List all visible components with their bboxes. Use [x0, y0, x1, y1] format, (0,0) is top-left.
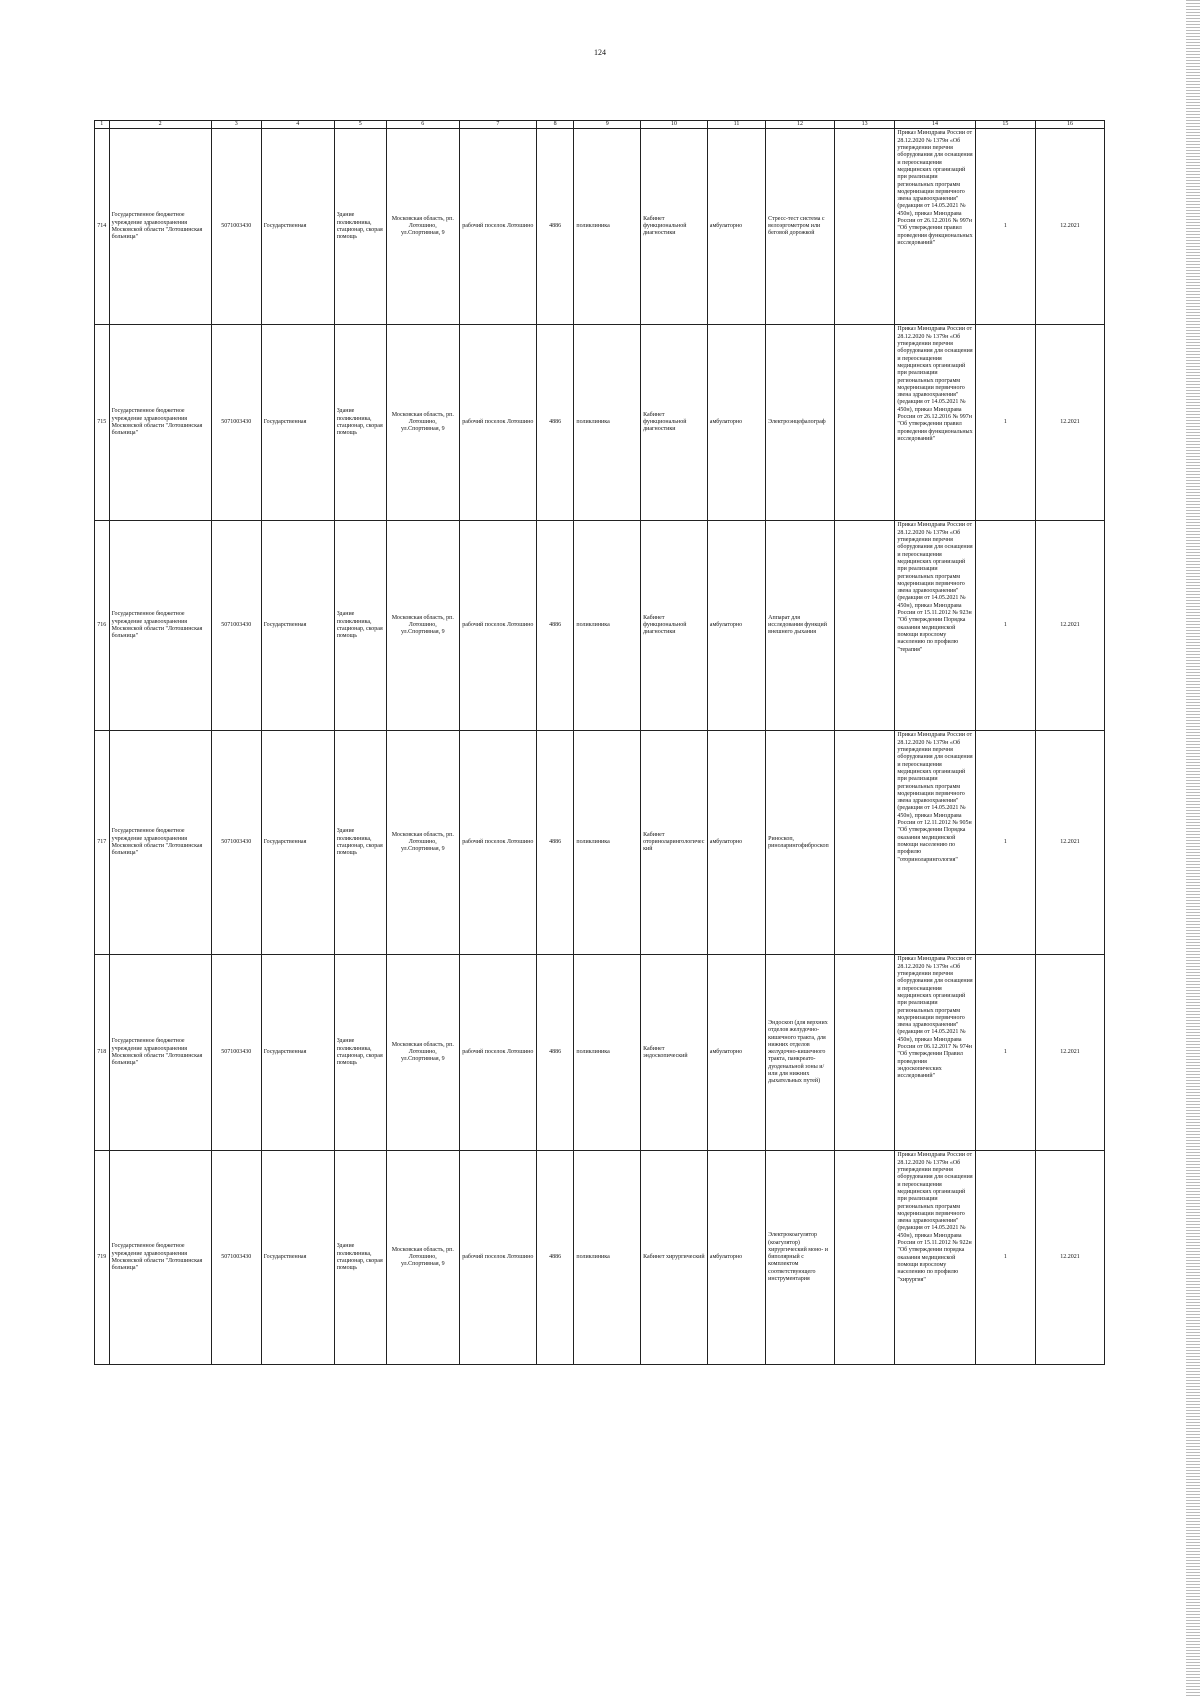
column-13-cell: [834, 955, 894, 1151]
room-cell: Кабинет функциональной диагностики: [641, 521, 708, 731]
room-cell: Кабинет оториноларингологический: [641, 731, 708, 955]
row-number-cell: 717: [95, 731, 110, 955]
organization-name-cell: Государственное бюджетное учреждение здравоохранения Московской области "Лотошинская больница": [109, 1151, 211, 1365]
ownership-form-cell: Государственная: [261, 1151, 334, 1365]
ownership-form-cell: Государственная: [261, 955, 334, 1151]
address-cell: Московская область, рп. Лотошино, ул.Спортивная, 9: [386, 129, 459, 325]
locality-cell: рабочий поселок Лотошино: [459, 1151, 536, 1365]
column-number-4: 4: [261, 121, 334, 129]
delivery-date-cell: 12.2021: [1036, 521, 1105, 731]
address-cell: Московская область, рп. Лотошино, ул.Спортивная, 9: [386, 731, 459, 955]
column-number-1: 1: [95, 121, 110, 129]
care-form-cell: амбулаторно: [707, 129, 765, 325]
table-row: [95, 521, 1105, 731]
organization-name-cell: Государственное бюджетное учреждение здравоохранения Московской области "Лотошинская больница": [109, 325, 211, 521]
table-row: [95, 1151, 1105, 1365]
legal-basis-cell: Приказ Минздрава России от 28.12.2020 № 1379н «Об утверждении перечня оборудования для оснащения и переоснащения медицинских организаций при реализации региональных программ модернизации первичного звена здравоохранения"(редакция от 14.05.2021 № 450н), приказ Минздрава России от 26.12.2016 № 997н "Об утверждении правил проведения функциональных исследований": [895, 325, 975, 521]
column-number-7: 7: [459, 121, 536, 129]
quantity-cell: 1: [975, 129, 1035, 325]
unit-cell: поликлиника: [574, 955, 641, 1151]
room-cell: Кабинет функциональной диагностики: [641, 129, 708, 325]
table-body: [95, 129, 1105, 1365]
organization-name-cell: Государственное бюджетное учреждение здравоохранения Московской области "Лотошинская больница": [109, 521, 211, 731]
equipment-name-cell: Стресс-тест система с велоэргометром или беговой дорожкой: [766, 129, 835, 325]
unit-cell: поликлиника: [574, 1151, 641, 1365]
column-number-11: 11: [707, 121, 765, 129]
quantity-cell: 1: [975, 521, 1035, 731]
column-13-cell: [834, 1151, 894, 1365]
care-form-cell: амбулаторно: [707, 521, 765, 731]
oktmo-code-cell: 4886: [536, 731, 574, 955]
equipment-register-table: [94, 120, 1105, 1365]
ownership-form-cell: Государственная: [261, 129, 334, 325]
room-cell: Кабинет хирургический: [641, 1151, 708, 1365]
building-type-cell: Здание поликлиника, стационар, скорая помощь: [334, 325, 386, 521]
equipment-name-cell: Аппарат для исследования функций внешнего дыхания: [766, 521, 835, 731]
unit-cell: поликлиника: [574, 129, 641, 325]
legal-basis-cell: Приказ Минздрава России от 28.12.2020 № 1379н «Об утверждении перечня оборудования для оснащения и переоснащения медицинских организаций при реализации региональных программ модернизации первичного звена здравоохранения"(редакция от 14.05.2021 № 450н), приказ Минздрава России от 26.12.2016 № 997н "Об утверждении правил проведения функциональных исследований": [895, 129, 975, 325]
column-number-9: 9: [574, 121, 641, 129]
care-form-cell: амбулаторно: [707, 325, 765, 521]
column-13-cell: [834, 325, 894, 521]
address-cell: Московская область, рп. Лотошино, ул.Спортивная, 9: [386, 521, 459, 731]
inn-cell: 5071003430: [211, 955, 261, 1151]
row-number-cell: 716: [95, 521, 110, 731]
column-number-16: 16: [1036, 121, 1105, 129]
row-number-cell: 718: [95, 955, 110, 1151]
row-number-cell: 719: [95, 1151, 110, 1365]
organization-name-cell: Государственное бюджетное учреждение здравоохранения Московской области "Лотошинская больница": [109, 955, 211, 1151]
locality-cell: рабочий поселок Лотошино: [459, 521, 536, 731]
column-number-14: 14: [895, 121, 975, 129]
room-cell: Кабинет функциональной диагностики: [641, 325, 708, 521]
locality-cell: рабочий поселок Лотошино: [459, 955, 536, 1151]
quantity-cell: 1: [975, 731, 1035, 955]
unit-cell: поликлиника: [574, 325, 641, 521]
column-13-cell: [834, 521, 894, 731]
equipment-name-cell: Риноскоп, риноларингофиброскоп: [766, 731, 835, 955]
column-number-8: 8: [536, 121, 574, 129]
building-type-cell: Здание поликлиника, стационар, скорая помощь: [334, 129, 386, 325]
locality-cell: рабочий поселок Лотошино: [459, 325, 536, 521]
unit-cell: поликлиника: [574, 731, 641, 955]
legal-basis-cell: Приказ Минздрава России от 28.12.2020 № 1379н «Об утверждении перечня оборудования для оснащения и переоснащения медицинских организаций при реализации региональных программ модернизации первичного звена здравоохранения"(редакция от 14.05.2021 № 450н), приказ Минздрава России от 15.11.2012 № 922н "Об утверждении порядка оказания медицинской помощи взрослому населению по профилю "хирургия": [895, 1151, 975, 1365]
column-number-15: 15: [975, 121, 1035, 129]
table-row: [95, 955, 1105, 1151]
oktmo-code-cell: 4886: [536, 521, 574, 731]
page-number: 124: [594, 48, 606, 57]
care-form-cell: амбулаторно: [707, 1151, 765, 1365]
delivery-date-cell: 12.2021: [1036, 129, 1105, 325]
delivery-date-cell: 12.2021: [1036, 955, 1105, 1151]
inn-cell: 5071003430: [211, 129, 261, 325]
building-type-cell: Здание поликлиника, стационар, скорая помощь: [334, 521, 386, 731]
locality-cell: рабочий поселок Лотошино: [459, 731, 536, 955]
care-form-cell: амбулаторно: [707, 955, 765, 1151]
column-number-header: [95, 121, 1105, 129]
row-number-cell: 714: [95, 129, 110, 325]
locality-cell: рабочий поселок Лотошино: [459, 129, 536, 325]
oktmo-code-cell: 4886: [536, 325, 574, 521]
delivery-date-cell: 12.2021: [1036, 731, 1105, 955]
equipment-name-cell: Электроэнцефалограф: [766, 325, 835, 521]
inn-cell: 5071003430: [211, 731, 261, 955]
delivery-date-cell: 12.2021: [1036, 325, 1105, 521]
address-cell: Московская область, рп. Лотошино, ул.Спортивная, 9: [386, 955, 459, 1151]
building-type-cell: Здание поликлиника, стационар, скорая помощь: [334, 731, 386, 955]
legal-basis-cell: Приказ Минздрава России от 28.12.2020 № 1379н «Об утверждении перечня оборудования для оснащения и переоснащения медицинских организаций при реализации региональных программ модернизации первичного звена здравоохранения"(редакция от 14.05.2021 № 450н), приказ Минздрава России от 15.11.2012 № 923н "Об утверждении Порядка оказания медицинской помощи взрослому населению по профилю "терапия": [895, 521, 975, 731]
ownership-form-cell: Государственная: [261, 521, 334, 731]
inn-cell: 5071003430: [211, 1151, 261, 1365]
building-type-cell: Здание поликлиника, стационар, скорая помощь: [334, 955, 386, 1151]
oktmo-code-cell: 4886: [536, 955, 574, 1151]
scan-edge-artifact: [1186, 0, 1200, 1697]
quantity-cell: 1: [975, 325, 1035, 521]
quantity-cell: 1: [975, 955, 1035, 1151]
table-row: [95, 129, 1105, 325]
column-number-10: 10: [641, 121, 708, 129]
equipment-name-cell: Эндоскоп (для верхних отделов желудочно-кишечного тракта, для нижних отделов желудочно-кишечного тракта, панкреато-дуоденальной зоны и/или для нижних дыхательных путей): [766, 955, 835, 1151]
equipment-name-cell: Электрокоагулятор (коагулятор) хирургический моно- и биполярный с комплектом соответствующего инструментария: [766, 1151, 835, 1365]
ownership-form-cell: Государственная: [261, 731, 334, 955]
organization-name-cell: Государственное бюджетное учреждение здравоохранения Московской области "Лотошинская больница": [109, 731, 211, 955]
inn-cell: 5071003430: [211, 325, 261, 521]
row-number-cell: 715: [95, 325, 110, 521]
oktmo-code-cell: 4886: [536, 1151, 574, 1365]
delivery-date-cell: 12.2021: [1036, 1151, 1105, 1365]
table-row: [95, 325, 1105, 521]
table-row: [95, 731, 1105, 955]
address-cell: Московская область, рп. Лотошино, ул.Спортивная, 9: [386, 325, 459, 521]
care-form-cell: амбулаторно: [707, 731, 765, 955]
column-13-cell: [834, 731, 894, 955]
column-number-3: 3: [211, 121, 261, 129]
ownership-form-cell: Государственная: [261, 325, 334, 521]
column-number-2: 2: [109, 121, 211, 129]
legal-basis-cell: Приказ Минздрава России от 28.12.2020 № 1379н «Об утверждении перечня оборудования для оснащения и переоснащения медицинских организаций при реализации региональных программ модернизации первичного звена здравоохранения"(редакция от 14.05.2021 № 450н), приказ Минздрава России от 12.11.2012 № 905н "Об утверждении Порядка оказания медицинской помощи населению по профилю "оториноларингология": [895, 731, 975, 955]
column-number-5: 5: [334, 121, 386, 129]
legal-basis-cell: Приказ Минздрава России от 28.12.2020 № 1379н «Об утверждении перечня оборудования для оснащения и переоснащения медицинских организаций при реализации региональных программ модернизации первичного звена здравоохранения"(редакция от 14.05.2021 № 450н), приказ Минздрава России от 06.12.2017 № 974н "Об утверждении Правил проведения эндоскопических исследований": [895, 955, 975, 1151]
quantity-cell: 1: [975, 1151, 1035, 1365]
column-13-cell: [834, 129, 894, 325]
organization-name-cell: Государственное бюджетное учреждение здравоохранения Московской области "Лотошинская больница": [109, 129, 211, 325]
unit-cell: поликлиника: [574, 521, 641, 731]
column-number-13: 13: [834, 121, 894, 129]
room-cell: Кабинет эндоскопический: [641, 955, 708, 1151]
building-type-cell: Здание поликлиника, стационар, скорая помощь: [334, 1151, 386, 1365]
column-number-12: 12: [766, 121, 835, 129]
column-number-6: 6: [386, 121, 459, 129]
inn-cell: 5071003430: [211, 521, 261, 731]
oktmo-code-cell: 4886: [536, 129, 574, 325]
address-cell: Московская область, рп. Лотошино, ул.Спортивная, 9: [386, 1151, 459, 1365]
